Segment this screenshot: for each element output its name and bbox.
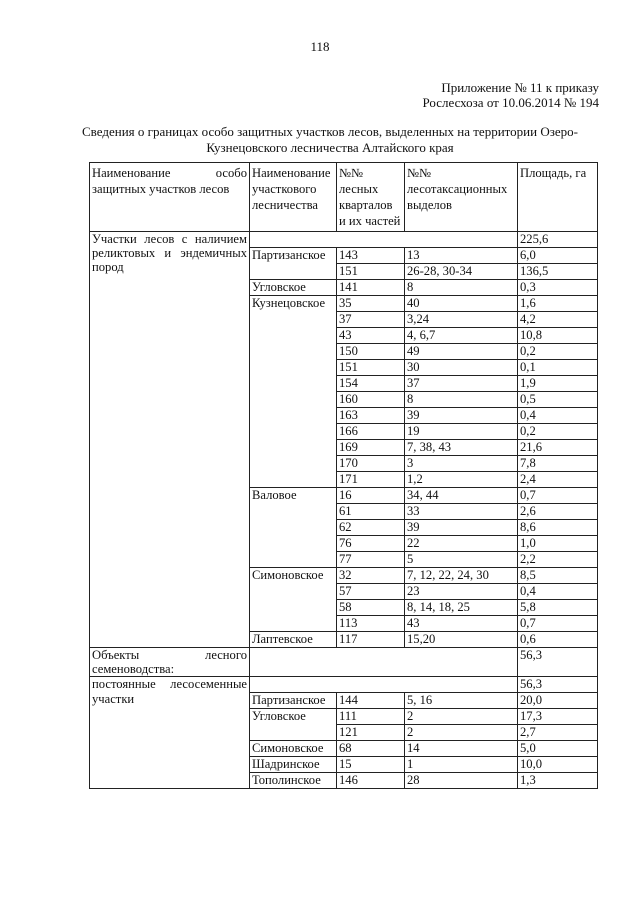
- area-cell: 5,8: [518, 600, 598, 616]
- allotment-cell: 5, 16: [405, 693, 518, 709]
- section-name-line: Участки лесов с наличием: [92, 232, 247, 246]
- quarter-cell: 169: [337, 440, 405, 456]
- area-cell: 0,2: [518, 424, 598, 440]
- quarter-cell: 154: [337, 376, 405, 392]
- quarter-cell: 121: [337, 725, 405, 741]
- section-name-line: Объекты лесного: [92, 648, 247, 662]
- allotment-cell: 4, 6,7: [405, 328, 518, 344]
- area-cell: 0,1: [518, 360, 598, 376]
- quarter-cell: 16: [337, 488, 405, 504]
- district-forestry-cell: Лаптевское: [250, 632, 337, 648]
- area-cell: 0,7: [518, 488, 598, 504]
- quarter-cell: 163: [337, 408, 405, 424]
- area-cell: 10,8: [518, 328, 598, 344]
- area-cell: 20,0: [518, 693, 598, 709]
- area-cell: 0,4: [518, 584, 598, 600]
- district-forestry-cell: Кузнецовское: [250, 296, 337, 488]
- quarter-cell: 117: [337, 632, 405, 648]
- protected-areas-table: [89, 162, 598, 789]
- quarter-cell: 35: [337, 296, 405, 312]
- district-forestry-cell: Угловское: [250, 280, 337, 296]
- section-name-line: участки: [92, 691, 135, 706]
- section-total-area: 225,6: [518, 232, 598, 248]
- header-area: Площадь, га: [518, 163, 598, 232]
- area-cell: 4,2: [518, 312, 598, 328]
- title-line-1: Сведения о границах особо защитных участков лесов, выделенных на территории Озеро-: [82, 124, 578, 139]
- section-total-empty: [250, 232, 518, 248]
- quarter-cell: 15: [337, 757, 405, 773]
- allotment-cell: 26-28, 30-34: [405, 264, 518, 280]
- quarter-cell: 144: [337, 693, 405, 709]
- quarter-cell: 76: [337, 536, 405, 552]
- allotment-cell: 39: [405, 520, 518, 536]
- quarter-cell: 37: [337, 312, 405, 328]
- appendix-line-1: Приложение № 11 к приказу: [441, 80, 599, 95]
- area-cell: 1,0: [518, 536, 598, 552]
- area-cell: 7,8: [518, 456, 598, 472]
- area-cell: 1,9: [518, 376, 598, 392]
- area-cell: 136,5: [518, 264, 598, 280]
- quarter-cell: 113: [337, 616, 405, 632]
- section-name: [90, 648, 250, 677]
- section-name-line: реликтовых и эндемичных: [92, 246, 247, 261]
- area-cell: 1,6: [518, 296, 598, 312]
- allotment-cell: 34, 44: [405, 488, 518, 504]
- allotment-cell: 23: [405, 584, 518, 600]
- header-allotments: №№ лесотаксационных выделов: [405, 163, 518, 232]
- allotment-cell: 37: [405, 376, 518, 392]
- area-cell: 0,6: [518, 632, 598, 648]
- allotment-cell: 22: [405, 536, 518, 552]
- allotment-cell: 19: [405, 424, 518, 440]
- allotment-cell: 30: [405, 360, 518, 376]
- allotment-cell: 2: [405, 709, 518, 725]
- appendix-line-2: Рослесхоза от 10.06.2014 № 194: [422, 95, 599, 110]
- allotment-cell: 13: [405, 248, 518, 264]
- area-cell: 2,4: [518, 472, 598, 488]
- allotment-cell: 40: [405, 296, 518, 312]
- section-name: [90, 232, 250, 648]
- area-cell: 2,2: [518, 552, 598, 568]
- area-cell: 0,7: [518, 616, 598, 632]
- district-forestry-cell: Партизанское: [250, 693, 337, 709]
- quarter-cell: 160: [337, 392, 405, 408]
- area-cell: 10,0: [518, 757, 598, 773]
- area-cell: 0,4: [518, 408, 598, 424]
- section-total-row: [90, 232, 598, 248]
- allotment-cell: 33: [405, 504, 518, 520]
- header-protected-area-name: Наименование особо защитных участков лесов: [90, 163, 250, 232]
- allotment-cell: 14: [405, 741, 518, 757]
- quarter-cell: 150: [337, 344, 405, 360]
- quarter-cell: 77: [337, 552, 405, 568]
- section-total-empty: [250, 677, 518, 693]
- section-total-area: 56,3: [518, 677, 598, 693]
- quarter-cell: 61: [337, 504, 405, 520]
- allotment-cell: 1,2: [405, 472, 518, 488]
- header-district-forestry: Наименование участкового лесничества: [250, 163, 337, 232]
- section-name-line: постоянные лесосеменные: [92, 677, 247, 692]
- district-forestry-cell: Валовое: [250, 488, 337, 568]
- quarter-cell: 146: [337, 773, 405, 789]
- allotment-cell: 2: [405, 725, 518, 741]
- allotment-cell: 39: [405, 408, 518, 424]
- quarter-cell: 57: [337, 584, 405, 600]
- allotment-cell: 1: [405, 757, 518, 773]
- district-forestry-cell: Угловское: [250, 709, 337, 741]
- section-total-empty: [250, 648, 518, 677]
- quarter-cell: 171: [337, 472, 405, 488]
- quarter-cell: 111: [337, 709, 405, 725]
- quarter-cell: 32: [337, 568, 405, 584]
- quarter-cell: 151: [337, 360, 405, 376]
- allotment-cell: 3: [405, 456, 518, 472]
- allotment-cell: 49: [405, 344, 518, 360]
- allotment-cell: 7, 38, 43: [405, 440, 518, 456]
- area-cell: 0,2: [518, 344, 598, 360]
- district-forestry-cell: Тополинское: [250, 773, 337, 789]
- quarter-cell: 43: [337, 328, 405, 344]
- section-total-row: [90, 677, 598, 693]
- area-cell: 8,5: [518, 568, 598, 584]
- appendix-reference: [422, 80, 599, 110]
- section-total-area: 56,3: [518, 648, 598, 677]
- page-number: 118: [310, 39, 330, 54]
- area-cell: 2,6: [518, 504, 598, 520]
- quarter-cell: 68: [337, 741, 405, 757]
- table-header-row: [90, 163, 598, 232]
- allotment-cell: 8: [405, 392, 518, 408]
- district-forestry-cell: Шадринское: [250, 757, 337, 773]
- quarter-cell: 170: [337, 456, 405, 472]
- allotment-cell: 3,24: [405, 312, 518, 328]
- district-forestry-cell: Партизанское: [250, 248, 337, 280]
- quarter-cell: 141: [337, 280, 405, 296]
- area-cell: 0,5: [518, 392, 598, 408]
- seed-objects-row: [90, 648, 598, 677]
- area-cell: 8,6: [518, 520, 598, 536]
- allotment-cell: 8, 14, 18, 25: [405, 600, 518, 616]
- allotment-cell: 43: [405, 616, 518, 632]
- allotment-cell: 28: [405, 773, 518, 789]
- quarter-cell: 62: [337, 520, 405, 536]
- section-name-line: пород: [92, 260, 124, 275]
- header-quarters: №№ лесных кварталов и их частей: [337, 163, 405, 232]
- area-cell: 17,3: [518, 709, 598, 725]
- area-cell: 1,3: [518, 773, 598, 789]
- allotment-cell: 8: [405, 280, 518, 296]
- allotment-cell: 15,20: [405, 632, 518, 648]
- section-name: [90, 677, 250, 789]
- allotment-cell: 5: [405, 552, 518, 568]
- area-cell: 21,6: [518, 440, 598, 456]
- area-cell: 2,7: [518, 725, 598, 741]
- quarter-cell: 166: [337, 424, 405, 440]
- title-line-2: Кузнецовского лесничества Алтайского края: [206, 140, 454, 155]
- district-forestry-cell: Симоновское: [250, 741, 337, 757]
- area-cell: 0,3: [518, 280, 598, 296]
- area-cell: 6,0: [518, 248, 598, 264]
- district-forestry-cell: Симоновское: [250, 568, 337, 632]
- area-cell: 5,0: [518, 741, 598, 757]
- document-title: [60, 124, 600, 156]
- quarter-cell: 58: [337, 600, 405, 616]
- quarter-cell: 143: [337, 248, 405, 264]
- allotment-cell: 7, 12, 22, 24, 30: [405, 568, 518, 584]
- quarter-cell: 151: [337, 264, 405, 280]
- section-name-line: семеноводства:: [92, 662, 175, 677]
